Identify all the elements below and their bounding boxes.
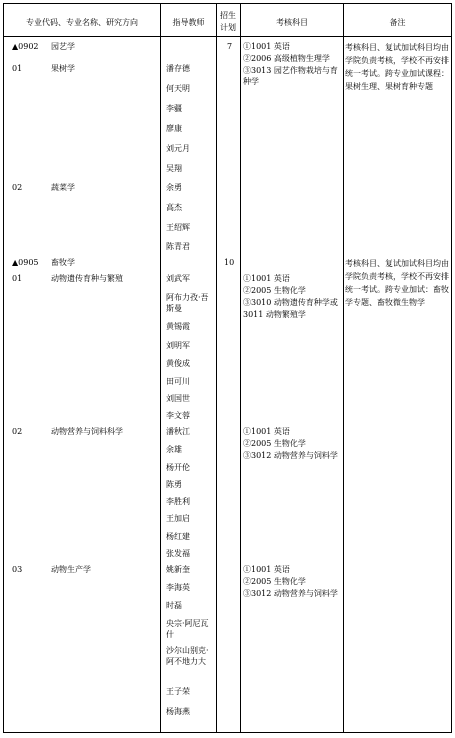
direction-code: 01 [12,274,23,283]
advisor-name: 李胜利 [166,497,190,506]
major-name: 畜牧学 [51,258,75,267]
advisor-name: 余雄 [166,445,182,454]
advisor-name: 王加启 [166,514,190,523]
advisor-name: 黄俊成 [166,359,190,368]
direction-name: 蔬菜学 [51,183,75,192]
exam-item: ①1001 英语 [243,274,290,283]
advisor-name: 李文蓉 [166,411,190,420]
advisor-name: 田可川 [166,377,190,386]
direction-name: 动物生产学 [51,565,91,574]
exam-item: 3011 动物繁殖学 [243,310,306,319]
advisor-name: 高杰 [166,203,182,212]
advisor-name: 陈勇 [166,480,182,489]
remark-text: 考核科目、复试加试科目均由学院负责考核，学校不再安排统一考试。跨专业加试：畜牧学专题、畜牧微生物学 [345,259,449,307]
major-code: ▲0902 [12,42,39,51]
exam-item: ①1001 英语 [243,42,290,51]
advisor-name: 廖康 [166,124,182,133]
remark-text: 考核科目、复试加试科目均由学院负责考核，学校不再安排统一考试。跨专业加试课程：果树生理、果树育种专题 [345,43,449,91]
col-divider-1 [160,3,161,733]
exam-item: ③3010 动物遗传育种学或 [243,298,338,307]
direction-code: 02 [12,427,23,436]
advisor-name: 李海英 [166,583,190,592]
col-divider-3 [240,3,241,733]
exam-item: ①1001 英语 [243,565,290,574]
exam-item: ①1001 英语 [243,427,290,436]
col-divider-4 [343,3,344,733]
advisor-name: 时磊 [166,601,182,610]
quota-value: 10 [224,258,235,267]
major-name: 园艺学 [51,42,75,51]
header-code: 专业代码、专业名称、研究方向 [26,18,138,27]
exam-item: ③3012 动物营养与饲料学 [243,589,338,598]
advisor-name: 阿布力孜·吾斯曼 [166,293,209,313]
exam-item: ②2005 生物化学 [243,439,306,448]
direction-name: 动物营养与饲料科学 [51,427,123,436]
advisor-name: 张发福 [166,549,190,558]
direction-code: 03 [12,565,23,574]
advisor-name: 刘武军 [166,274,190,283]
advisor-name: 沙尔山别克·阿不地力大 [166,646,209,666]
advisor-name: 何天明 [166,84,190,93]
advisor-name: 潘存德 [166,64,190,73]
advisor-name: 吴翔 [166,164,182,173]
advisor-name: 黄锡霞 [166,322,190,331]
header-divider [3,36,452,37]
advisor-name: 王子荣 [166,687,190,696]
advisor-name: 李疆 [166,104,182,113]
exam-item: ③3012 动物营养与饲料学 [243,451,338,460]
exam-item: ②2005 生物化学 [243,577,306,586]
advisor-name: 央宗·阿尼瓦什 [166,619,209,639]
header-quota: 招生计划 [220,11,236,32]
advisor-name: 余勇 [166,183,182,192]
direction-code: 01 [12,64,23,73]
major-code: ▲0905 [12,258,39,267]
advisor-name: 刘国世 [166,394,190,403]
table-frame [3,3,452,733]
exam-item: ②2005 生物化学 [243,286,306,295]
advisor-name: 陈青君 [166,242,190,251]
advisor-name: 刘元月 [166,144,190,153]
advisor-name: 姚新奎 [166,565,190,574]
exam-item: ②2006 高级植物生理学 [243,54,330,63]
advisor-name: 王绍辉 [166,223,190,232]
direction-name: 果树学 [51,64,75,73]
exam-item: ③3013 园艺作物栽培与育种学 [243,66,338,86]
header-exam: 考核科目 [276,18,308,27]
header-advisor: 指导教师 [172,18,205,27]
header-remark: 备注 [389,18,406,27]
quota-value: 7 [227,42,233,51]
advisor-name: 潘秋江 [166,427,190,436]
direction-code: 02 [12,183,23,192]
advisor-name: 杨红建 [166,532,190,541]
col-divider-2 [216,3,217,733]
advisor-name: 刘明军 [166,341,190,350]
advisor-name: 杨开伦 [166,463,190,472]
direction-name: 动物遗传育种与繁殖 [51,274,123,283]
advisor-name: 杨海燕 [166,707,190,716]
